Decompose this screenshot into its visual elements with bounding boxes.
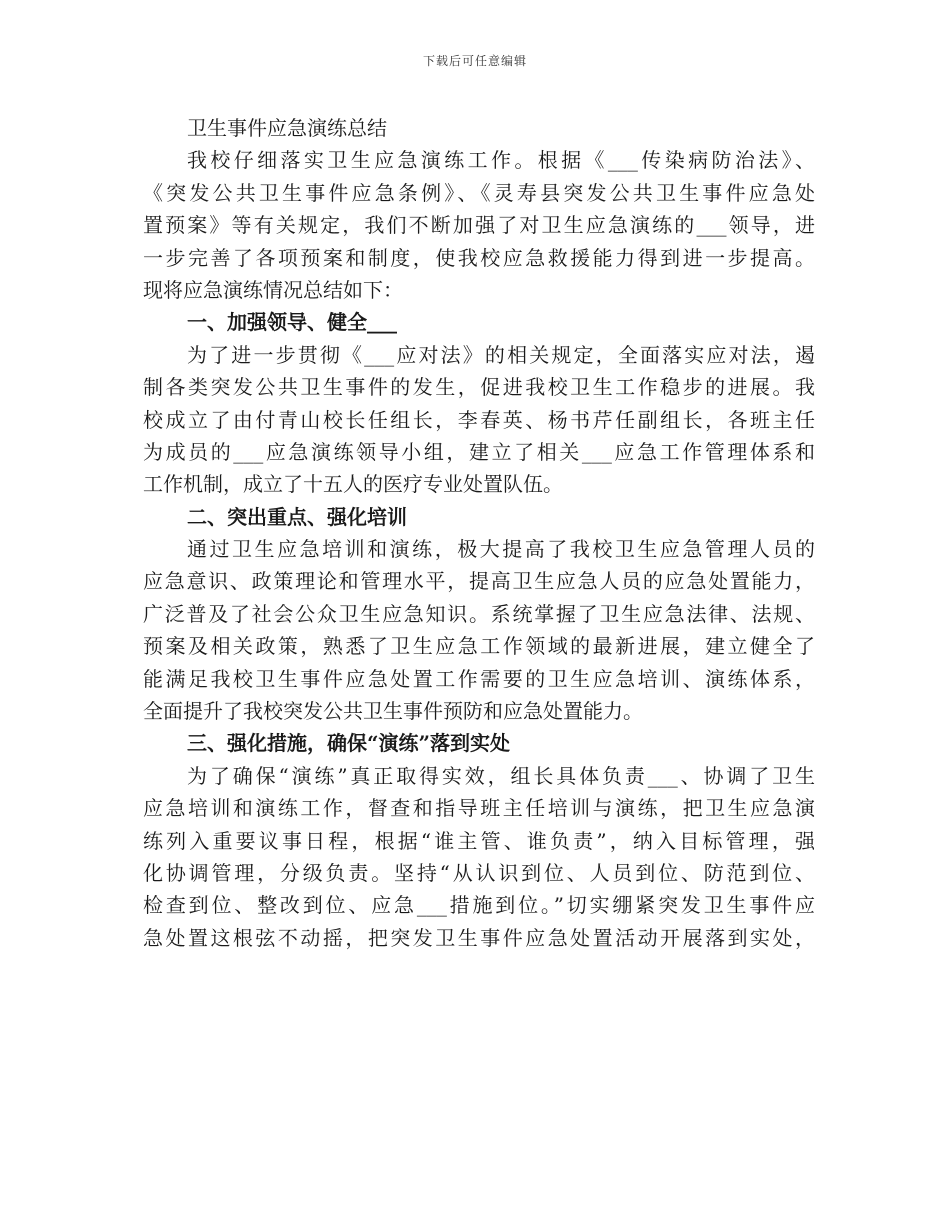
paragraph-line: 应急意识、政策理论和管理水平，提高卫生应急人员的应急处置能力，: [143, 569, 815, 594]
paragraph-line: 全面提升了我校突发公共卫生事件预防和应急处置能力。: [143, 699, 643, 724]
section-heading: 三、强化措施，确保“演练”落到实处: [187, 731, 511, 756]
paragraph-line: 应急培训和演练工作，督查和指导班主任培训与演练，把卫生应急演: [143, 796, 815, 821]
paragraph-line: 化协调管理，分级负责。坚持“从认识到位、人员到位、防范到位、: [143, 860, 815, 885]
paragraph-line: 为了确保“演练”真正取得实效，组长具体负责___、协调了卫生: [187, 763, 815, 788]
paragraph-line: 通过卫生应急培训和演练，极大提高了我校卫生应急管理人员的: [187, 537, 815, 562]
paragraph-line: 置预案》等有关规定，我们不断加强了对卫生应急演练的___领导，进: [143, 213, 815, 238]
paragraph-line: 预案及相关政策，熟悉了卫生应急工作领域的最新进展，建立健全了: [143, 634, 815, 659]
paragraph-line: 检查到位、整改到位、应急___措施到位。”切实绷紧突发卫生事件应: [143, 893, 815, 918]
section-heading: 一、加强领导、健全___: [187, 310, 397, 335]
paragraph-line: 练列入重要议事日程，根据“谁主管、谁负责”，纳入目标管理，强: [143, 828, 815, 853]
paragraph-line: 广泛普及了社会公众卫生应急知识。系统掌握了卫生应急法律、法规、: [143, 601, 815, 626]
paragraph-line: 一步完善了各项预案和制度，使我校应急救援能力得到进一步提高。: [143, 245, 815, 270]
paragraph-line: 为了进一步贯彻《___应对法》的相关规定，全面落实应对法，遏: [187, 342, 815, 367]
paragraph-line: 能满足我校卫生事件应急处置工作需要的卫生应急培训、演练体系，: [143, 666, 815, 691]
paragraph-line: 校成立了由付青山校长任组长，李春英、杨书芹任副组长，各班主任: [143, 407, 815, 432]
paragraph-line: 工作机制，成立了十五人的医疗专业处置队伍。: [143, 472, 563, 497]
document-lines: [143, 144, 815, 954]
document-title: 卫生事件应急演练总结: [187, 116, 387, 140]
paragraph-line: 为成员的___应急演练领导小组，建立了相关___应急工作管理体系和: [143, 439, 815, 464]
section-heading: 二、突出重点、强化培训: [187, 504, 407, 529]
paragraph-line: 我校仔细落实卫生应急演练工作。根据《___传染病防治法》、: [187, 148, 815, 173]
paragraph-line: 制各类突发公共卫生事件的发生，促进我校卫生工作稳步的进展。我: [143, 375, 815, 400]
paragraph-line: 《突发公共卫生事件应急条例》、《灵寿县突发公共卫生事件应急处: [143, 180, 815, 205]
page-header-note: 下载后可任意编辑: [422, 54, 527, 68]
document-body: [143, 112, 815, 954]
paragraph-line: 现将应急演练情况总结如下：: [143, 277, 403, 302]
paragraph-line: 急处置这根弦不动摇，把突发卫生事件应急处置活动开展落到实处，: [143, 925, 815, 950]
